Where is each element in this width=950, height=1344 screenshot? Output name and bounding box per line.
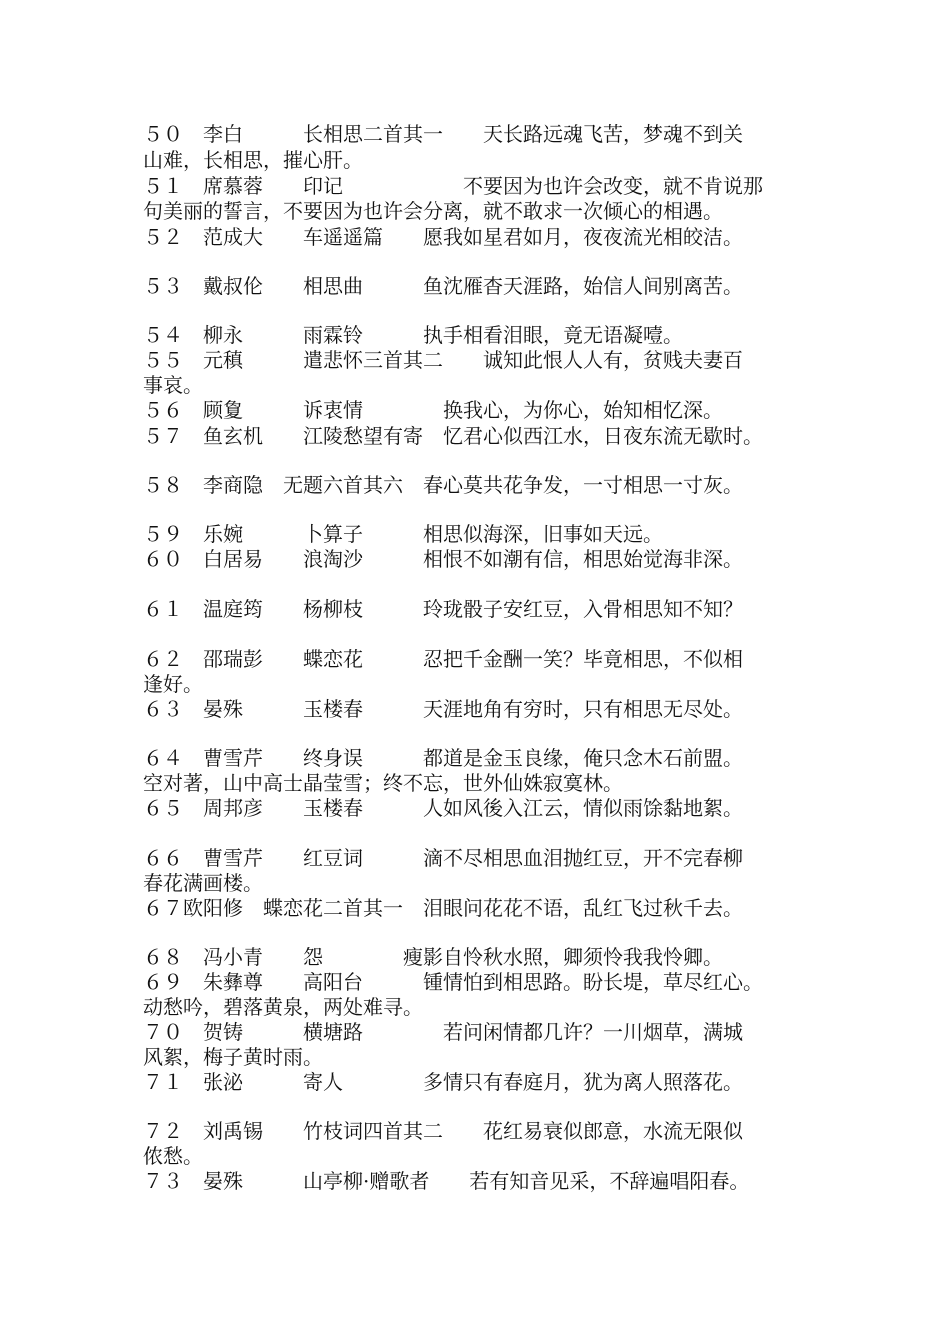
text-line: ６１ 温庭筠 杨柳枝 玲珑骰子安红豆，入骨相思知不知？ xyxy=(143,597,743,621)
text-line: ７２ 刘禹锡 竹枝词四首其二 花红易衰似郎意，水流无限似 xyxy=(143,1119,743,1143)
text-line: ５４ 柳永 雨霖铃 执手相看泪眼，竟无语凝噎。 xyxy=(143,323,683,347)
text-line: ６５ 周邦彦 玉楼春 人如风後入江云，情似雨馀黏地絮。 xyxy=(143,796,743,820)
text-line: ５０ 李白 长相思二首其一 天长路远魂飞苦，梦魂不到关 xyxy=(143,122,743,146)
text-line: ５６ 顾夐 诉衷情 换我心，为你心，始知相忆深。 xyxy=(143,398,723,422)
text-line: ６７欧阳修 蝶恋花二首其一 泪眼问花花不语，乱红飞过秋千去。 xyxy=(143,896,743,920)
text-line: ６２ 邵瑞彭 蝶恋花 忍把千金酬一笑？毕竟相思，不似相 xyxy=(143,647,743,671)
text-line: ６６ 曹雪芹 红豆词 滴不尽相思血泪抛红豆，开不完春柳 xyxy=(143,846,743,870)
text-line: ６３ 晏殊 玉楼春 天涯地角有穷时，只有相思无尽处。 xyxy=(143,697,743,721)
text-line: ６４ 曹雪芹 终身误 都道是金玉良缘，俺只念木石前盟。 xyxy=(143,746,743,770)
text-line: 动愁吟，碧落黄泉，两处难寻。 xyxy=(143,995,423,1019)
text-line: 侬愁。 xyxy=(143,1144,203,1168)
text-line: ５８ 李商隐 无题六首其六 春心莫共花争发，一寸相思一寸灰。 xyxy=(143,473,743,497)
text-line: 春花满画楼。 xyxy=(143,871,263,895)
text-line: 山难，长相思，摧心肝。 xyxy=(143,148,363,172)
text-line: ５５ 元稹 遣悲怀三首其二 诚知此恨人人有，贫贱夫妻百 xyxy=(143,348,743,372)
text-line: 空对著，山中高士晶莹雪；终不忘，世外仙姝寂寞林。 xyxy=(143,771,623,795)
text-line: 风絮，梅子黄时雨。 xyxy=(143,1045,323,1069)
text-line: ７１ 张泌 寄人 多情只有春庭月，犹为离人照落花。 xyxy=(143,1070,743,1094)
text-line: ５３ 戴叔伦 相思曲 鱼沈雁杳天涯路，始信人间别离苦。 xyxy=(143,274,743,298)
text-line: 句美丽的誓言，不要因为也许会分离，就不敢求一次倾心的相遇。 xyxy=(143,199,723,223)
text-line: ５１ 席慕蓉 印记 不要因为也许会改变，就不肯说那 xyxy=(143,174,763,198)
text-line: ５２ 范成大 车遥遥篇 愿我如星君如月，夜夜流光相皎洁。 xyxy=(143,225,743,249)
text-line: ６０ 白居易 浪淘沙 相恨不如潮有信，相思始觉海非深。 xyxy=(143,547,743,571)
text-line: ６８ 冯小青 怨 瘦影自怜秋水照，卿须怜我我怜卿。 xyxy=(143,945,723,969)
text-line: 逢好。 xyxy=(143,672,203,696)
text-line: 事哀。 xyxy=(143,373,203,397)
text-line: ６９ 朱彝尊 高阳台 锺情怕到相思路。盼长堤，草尽红心。 xyxy=(143,970,763,994)
text-line: ７３ 晏殊 山亭柳·赠歌者 若有知音见采，不辞遍唱阳春。 xyxy=(143,1169,750,1193)
text-line: ５７ 鱼玄机 江陵愁望有寄 忆君心似西江水，日夜东流无歇时。 xyxy=(143,424,763,448)
text-line: ５９ 乐婉 卜算子 相思似海深，旧事如天远。 xyxy=(143,522,663,546)
text-line: ７０ 贺铸 横塘路 若问闲情都几许？一川烟草，满城 xyxy=(143,1020,743,1044)
